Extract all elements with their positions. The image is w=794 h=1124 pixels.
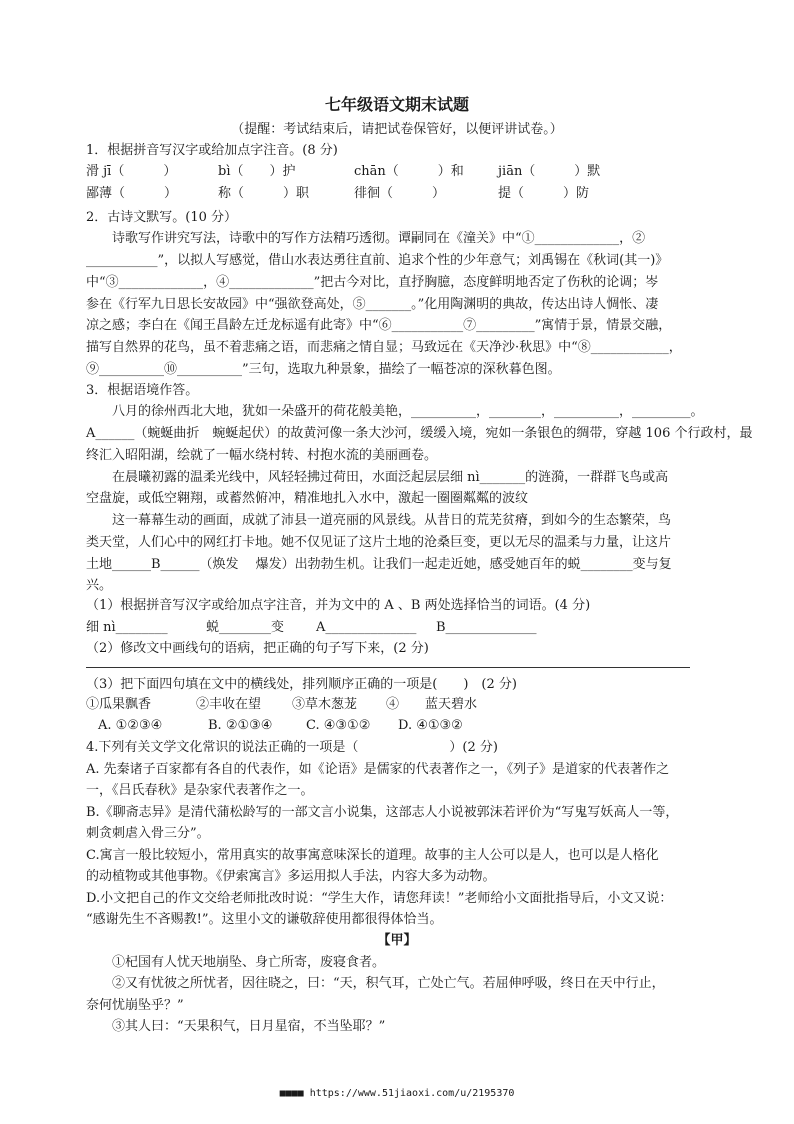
passage-jia-line: ②又有忧彼之所忧者，因往晓之，曰：“天，积气耳，亡处亡气。若屈伸呼吸，终日在天中行止， [112,976,665,991]
q1-item: jiān（ ）默 [498,164,601,179]
reminder-text: （提醒：考试结束后，请把试卷保管好，以便评讲试卷。） [231,122,563,137]
q3-sub1-blank: 细 nì________ [86,620,168,635]
q3-passage-line: 这一幕幕生动的画面，成就了沛县一道亮丽的风景线。从昔日的荒芜贫瘠，到如今的生态繁荣，鸟 [112,513,672,528]
passage-jia-line: ①杞国有人忧天地崩坠、身亡所寄，废寝食者。 [112,955,386,970]
q3-sentence: ①瓜果飘香 [86,697,152,712]
q3-option: B. ②①③④ [208,718,273,733]
q4-option-a: 一，《吕氏春秋》是杂家代表著作之一。 [86,783,314,798]
passage-jia-line: ③其人曰：“天果积气，日月星宿，不当坠耶？” [112,1019,386,1034]
q1-item: 称（ ）职 [218,186,310,201]
footer-url: ■■■■ https://www.51jiaoxi.com/u/2195370 [279,1088,515,1099]
q3-passage-line: 类天堂，人们心中的网红打卡地。她不仅见证了这片土地的沧桑巨变，更以无尽的温柔与力量，让这片 [86,535,672,550]
q3-passage-line: 土地______B______（焕发 爆发）出勃勃生机。让我们一起走近她，感受她百年的蜕________变与复 [86,557,672,572]
q3-option: C. ④③①② [306,718,371,733]
q3-option: D. ④①③② [398,718,463,733]
q4-heading: 4.下列有关文学文化常识的说法正确的一项是（ ）(2 分) [86,740,498,755]
q4-option-c: C.寓言一般比较短小，常用真实的故事寓意味深长的道理。故事的主人公可以是人，也可以是人格化 [86,848,659,863]
q3-passage-line: A______（蜿蜒曲折 蜿蜒起伏）的故黄河像一条大沙河，缓缓入境，宛如一条银色的绸带，穿越 106 个行政村，最 [86,426,753,441]
q3-passage-line: 兴。 [86,578,113,593]
q3-sentence: ④ 蓝天碧水 [386,697,478,712]
q3-sub3: （3）把下面四句填在文中的横线处，排列顺序正确的一项是( ) (2 分) [86,677,517,692]
q1-item: 徘徊（ ） [354,186,446,201]
q3-passage-line: 空盘旋，或低空翱翔，或蓄然俯冲，精准地扎入水中，激起一圈圈粼粼的波纹 [86,491,529,506]
q1-item: 鄙薄（ ） [86,186,178,201]
q3-passage-line: 八月的徐州西北大地，犹如一朵盛开的荷花般美艳，__________，________，__________，_________。 [112,404,704,419]
q3-passage-line: 在晨曦初露的温柔光线中，风轻轻拂过荷田，水面泛起层层细 nì_______的涟漪，一群群飞鸟或高 [112,470,669,485]
q1-item: bì（ ）护 [218,164,296,179]
q4-option-c: 的动植物或其他事物。《伊索寓言》多运用拟人手法，内容大多为动物。 [86,869,496,884]
q3-sub1-blank: 蜕________变 [206,620,285,635]
q4-option-d: D.小文把自己的作文交给老师批改时说：“学生大作，请您拜读！”老师给小文面批指导后，小文又说： [86,891,673,906]
q2-line: ___________”，以拟人写感觉，借山水表达勇往直前、追求个性的少年意气；刘禹锡在《秋词(其一)》 [86,253,669,268]
q2-line: 参在《行军九日思长安故园》中“强欲登高处，⑤_______。”化用陶渊明的典故，传达出诗人惆怅、凄 [86,297,659,312]
q1-item: 滑 jī（ ） [86,164,177,179]
q2-line: 凉之感；李白在《闻王昌龄左迁龙标遥有此寄》中“⑥___________⑦_________”寓情于景，情景交融， [86,318,672,333]
q2-line: 描写自然界的花鸟，虽不着悲痛之语，而悲痛之情自显；马致远在《天净沙·秋思》中“⑧____________， [86,340,682,355]
q3-sub2: （2）修改文中画线句的语病，把正确的句子写下来，(2 分) [86,641,429,656]
q3-option: A. ①②③④ [98,718,163,733]
answer-line [86,667,690,668]
q3-sentence: ②丰收在望 [196,697,262,712]
q4-option-d: “感谢先生不吝赐教!”。这里小文的谦敬辞使用都很得体恰当。 [86,912,443,927]
q3-sub1-blank: B______________ [436,620,537,635]
q3-sentence: ③草木葱茏 [292,697,358,712]
q4-option-b: B.《聊斋志异》是清代蒲松龄写的一部文言小说集，这部志人小说被郭沫若评价为“写鬼写妖高人一等， [86,805,679,820]
passage-jia-line: 奈何忧崩坠乎？” [86,998,184,1013]
q4-option-a: A. 先秦诸子百家都有各自的代表作，如《论语》是儒家的代表著作之一，《列子》是道家的代表著作之 [86,762,670,777]
q4-option-b: 刺贪刺虐入骨三分”。 [86,826,210,841]
passage-jia-heading: 【甲】 [377,933,417,948]
page-title: 七年级语文期末试题 [324,95,469,114]
q2-line: 中“③_____________，④_____________”把古今对比，直抒胸臆，态度鲜明地否定了伤秋的论调；岑 [86,275,659,290]
q2-line: ⑨__________⑩__________”三句，选取九种景象，描绘了一幅苍凉的深秋暮色图。 [86,362,561,377]
q1-item: 提（ ）防 [498,186,590,201]
q1-item: chān（ ）和 [354,164,464,179]
q2-line: 诗歌写作讲究写法，诗歌中的写作方法精巧透彻。谭嗣同在《潼关》中“①_____________，② [112,231,646,246]
q1-heading: 1．根据拼音写汉字或给加点字注音。(8 分) [86,143,338,158]
q3-sub1-blank: A______________ [316,620,417,635]
q3-passage-line: 终汇入昭阳湖，绘就了一幅水绕村转、村抱水流的美丽画卷。 [86,448,438,463]
q2-heading: 2．古诗文默写。(10 分） [86,210,238,225]
q3-sub1: （1）根据拼音写汉字或给加点字注音，并为文中的 A 、B 两处选择恰当的词语。(4 分) [86,598,591,613]
q3-heading: 3．根据语境作答。 [86,383,199,398]
